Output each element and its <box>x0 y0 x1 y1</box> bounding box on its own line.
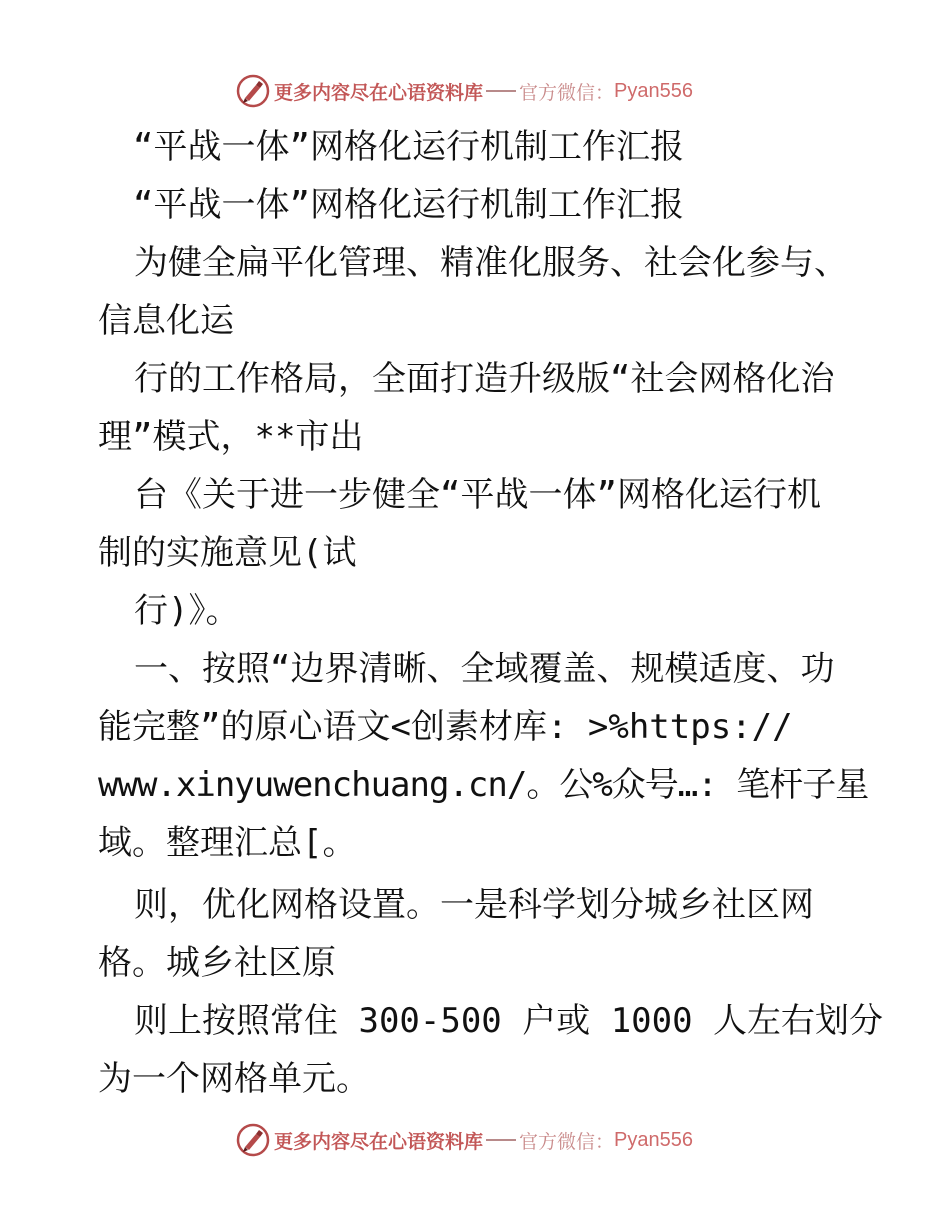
paragraph-line: 一、按照“边界清晰、全域覆盖、规模适度、功 <box>134 649 835 689</box>
paragraph-line: 制的实施意见(试 <box>98 533 357 573</box>
paragraph-line: 则，优化网格设置。一是科学划分城乡社区网 <box>134 885 814 925</box>
pen-logo-icon <box>236 74 270 108</box>
banner-title: 更多内容尽在心语资料库 <box>274 1130 484 1153</box>
document-title: “平战一体”网格化运行机制工作汇报 <box>133 127 684 167</box>
paragraph-line: 理”模式，**市出 <box>98 417 364 457</box>
paragraph-line: www.xinyuwenchuang.cn/。公%众号…: 笔杆子星 <box>98 765 869 805</box>
document-title-repeat: “平战一体”网格化运行机制工作汇报 <box>133 185 684 225</box>
paragraph-line: 为健全扁平化管理、精准化服务、社会化参与、 <box>134 243 848 283</box>
banner-dash <box>486 90 516 92</box>
header-banner <box>236 72 693 110</box>
pen-logo-icon <box>236 1123 270 1157</box>
banner-wechat-label: 官方微信： <box>519 81 615 104</box>
banner-dash <box>486 1139 516 1141</box>
footer-banner <box>236 1121 693 1159</box>
paragraph-line: 信息化运 <box>98 301 234 341</box>
paragraph-line: 能完整”的原心语文<创素材库: >%https:// <box>98 707 793 747</box>
paragraph-line: 为一个网格单元。 <box>98 1059 370 1099</box>
paragraph-line: 行)》。 <box>134 591 240 631</box>
paragraph-line: 行的工作格局，全面打造升级版“社会网格化治 <box>134 359 835 399</box>
paragraph-line: 格。城乡社区原 <box>98 943 336 983</box>
paragraph-line: 台《关于进一步健全“平战一体”网格化运行机 <box>134 475 821 515</box>
paragraph-line: 则上按照常住 300-500 户或 1000 人左右划分 <box>134 1001 884 1041</box>
banner-wechat-id: Pyan556 <box>614 79 693 102</box>
paragraph-line: 域。整理汇总[。 <box>98 823 357 863</box>
banner-wechat-label: 官方微信： <box>519 1130 615 1153</box>
banner-wechat-id: Pyan556 <box>614 1128 693 1151</box>
banner-title: 更多内容尽在心语资料库 <box>274 81 484 104</box>
